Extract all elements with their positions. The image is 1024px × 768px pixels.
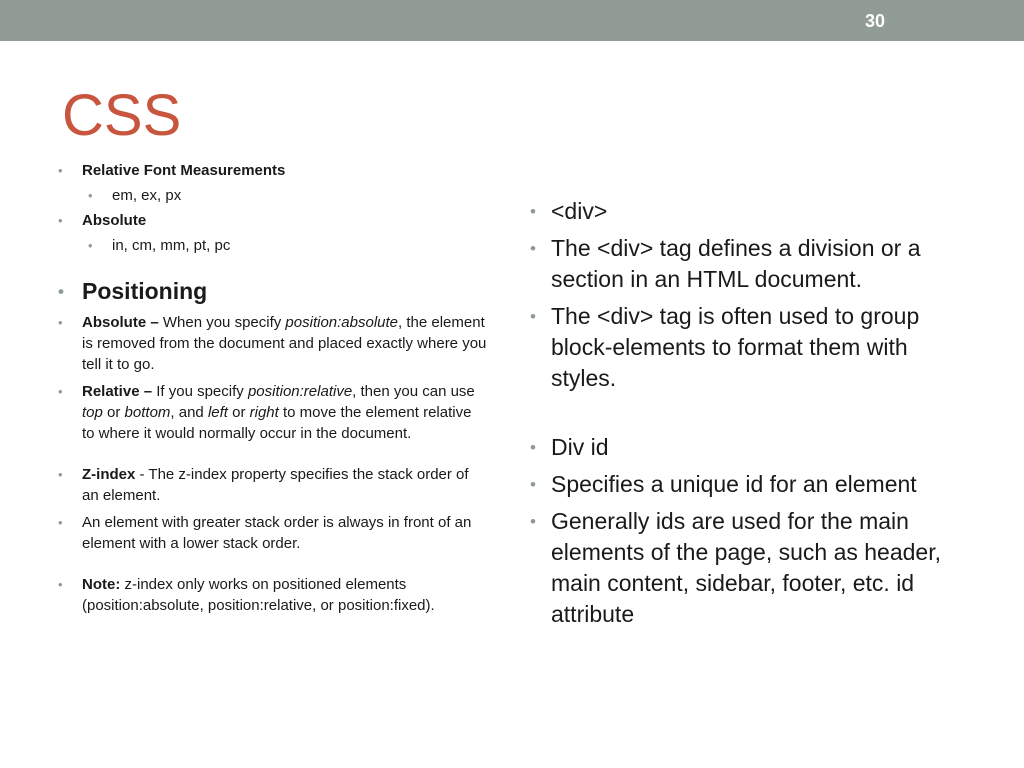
list-item	[530, 301, 975, 394]
relative-item-text: If you specify	[156, 383, 248, 400]
relative-item-code: position:relative	[247, 383, 353, 400]
div-id-usage-text: Generally ids are used for the main elements of the page, such as header, main content, sidebar, footer, etc. id attribute	[551, 508, 941, 627]
div-defines-text: The <div> tag defines a division or a section in an HTML document.	[551, 235, 921, 292]
list-item	[58, 210, 488, 231]
div-id-unique-text: Specifies a unique id for an element	[551, 471, 917, 497]
list-item	[58, 312, 488, 375]
absolute-heading: Absolute	[82, 212, 147, 229]
list-item	[530, 196, 975, 227]
list-item	[58, 381, 488, 444]
zindex-label: Z-index	[82, 466, 136, 483]
slide-title: CSS	[62, 83, 182, 148]
relative-item-text: , and	[170, 404, 208, 421]
list-item	[58, 235, 488, 256]
list-item	[530, 233, 975, 295]
list-item	[58, 464, 488, 506]
absolute-item-text: When you specify	[162, 314, 286, 331]
absolute-item-code: position:absolute	[285, 314, 399, 331]
list-item	[530, 432, 975, 463]
list-item	[58, 276, 488, 306]
positioning-heading: Positioning	[82, 278, 208, 304]
absolute-units-text: in, cm, mm, pt, pc	[112, 237, 231, 254]
header-bar	[0, 0, 1024, 41]
page-number: 30	[864, 11, 886, 31]
list-item	[530, 469, 975, 500]
relative-item-label: Relative –	[82, 383, 157, 400]
note-label: Note:	[82, 576, 121, 593]
relative-item-code: right	[249, 404, 279, 421]
relative-item-text: or	[227, 404, 250, 421]
div-id-text: Div id	[551, 434, 609, 460]
relative-item-text: or	[102, 404, 125, 421]
left-column	[58, 160, 488, 616]
absolute-item-label: Absolute –	[82, 314, 163, 331]
stack-order-text: An element with greater stack order is always in front of an element with a lower stack order.	[82, 514, 472, 552]
relative-font-heading: Relative Font Measurements	[82, 162, 286, 179]
absolute-item-text: , the element is removed from the document and placed exactly where you tell it to go.	[82, 314, 487, 373]
relative-units-text: em, ex, px	[112, 187, 182, 204]
div-group-text: The <div> tag is often used to group block-elements to format them with styles.	[551, 303, 920, 391]
list-item	[530, 506, 975, 630]
zindex-text: - The z-index property specifies the stack order of an element.	[82, 466, 469, 504]
relative-item-text: , then you can use	[352, 383, 475, 400]
relative-item-code: left	[207, 404, 228, 421]
list-item	[58, 512, 488, 554]
relative-item-code: bottom	[124, 404, 171, 421]
list-item	[58, 574, 488, 616]
list-item	[58, 185, 488, 206]
note-text: z-index only works on positioned elements (position:absolute, position:relative, or position:fixed).	[82, 576, 435, 614]
relative-item-code: top	[82, 404, 103, 421]
div-tag-text: <div>	[551, 198, 608, 224]
relative-item-text: to move the element relative to where it would normally occur in the document.	[82, 404, 472, 442]
list-item	[58, 160, 488, 181]
right-column	[530, 196, 975, 630]
